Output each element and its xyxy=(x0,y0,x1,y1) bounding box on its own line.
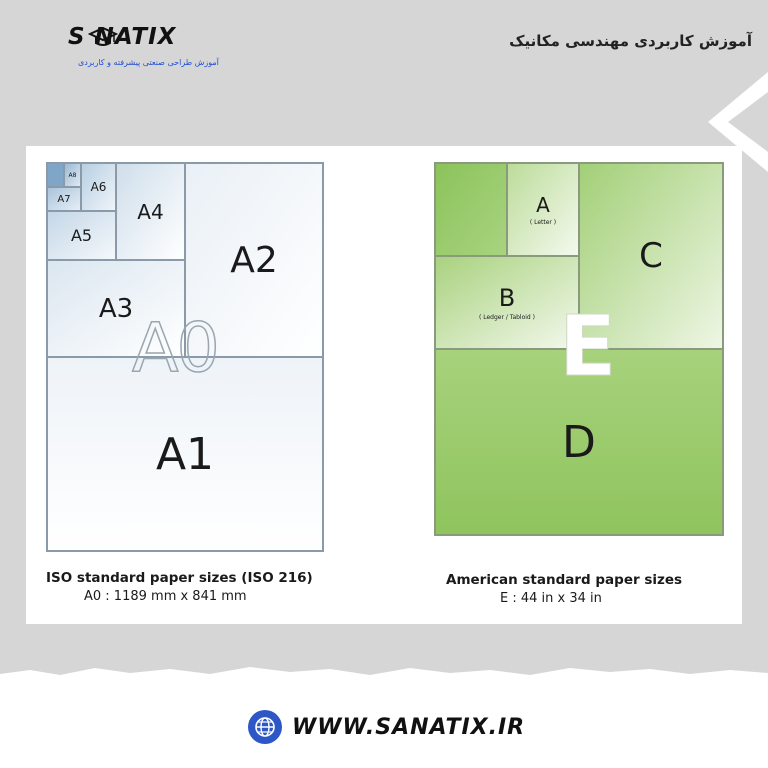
iso-a1: A1 xyxy=(47,357,323,551)
iso-a2: A2 xyxy=(185,163,323,357)
us-c-label: C xyxy=(639,236,663,276)
website-url[interactable]: WWW.SANATIX.IR xyxy=(292,714,526,740)
website-link[interactable] xyxy=(248,710,525,744)
iso-a4: A4 xyxy=(116,163,185,260)
iso-smallest-cell xyxy=(47,163,64,187)
iso-paper-diagram xyxy=(46,162,324,552)
iso-a3: A3 xyxy=(47,260,185,357)
iso-a5: A5 xyxy=(47,211,116,260)
us-a xyxy=(507,163,579,256)
iso-a0-label: A0 xyxy=(132,309,218,388)
graduation-cap-icon xyxy=(88,26,118,48)
iso-a6: A6 xyxy=(81,163,116,211)
iso-a8: A8 xyxy=(64,163,81,187)
iso-caption-detail: A0 : 1189 mm x 841 mm xyxy=(84,589,247,604)
logo-wordmark: S NATIX xyxy=(68,24,177,50)
brand-logo xyxy=(68,24,219,70)
us-caption-detail: E : 44 in x 34 in xyxy=(500,591,602,606)
us-b-label: B xyxy=(498,284,516,312)
logo-subtitle: آموزش طراحی صنعتی پیشرفته و کاربردی xyxy=(78,58,219,67)
page-title: آموزش کاربردی مهندسی مکانیک xyxy=(509,32,752,50)
us-d-label: D xyxy=(562,416,596,468)
us-paper-diagram xyxy=(434,162,724,536)
iso-a7: A7 xyxy=(47,187,81,211)
paper-sizes-figure xyxy=(26,146,742,624)
iso-caption-title: ISO standard paper sizes (ISO 216) xyxy=(46,570,313,586)
us-a-label: A xyxy=(536,193,550,217)
globe-icon xyxy=(248,710,282,744)
us-a-sublabel: ( Letter ) xyxy=(529,219,557,226)
us-smallest-cell xyxy=(435,163,507,256)
iso-caption xyxy=(46,570,346,604)
us-b-sublabel: ( Ledger / Tabloid ) xyxy=(478,314,535,321)
us-b xyxy=(435,256,579,349)
us-e-label: E xyxy=(559,297,617,395)
us-caption-title: American standard paper sizes xyxy=(446,572,683,588)
us-caption xyxy=(446,572,736,606)
